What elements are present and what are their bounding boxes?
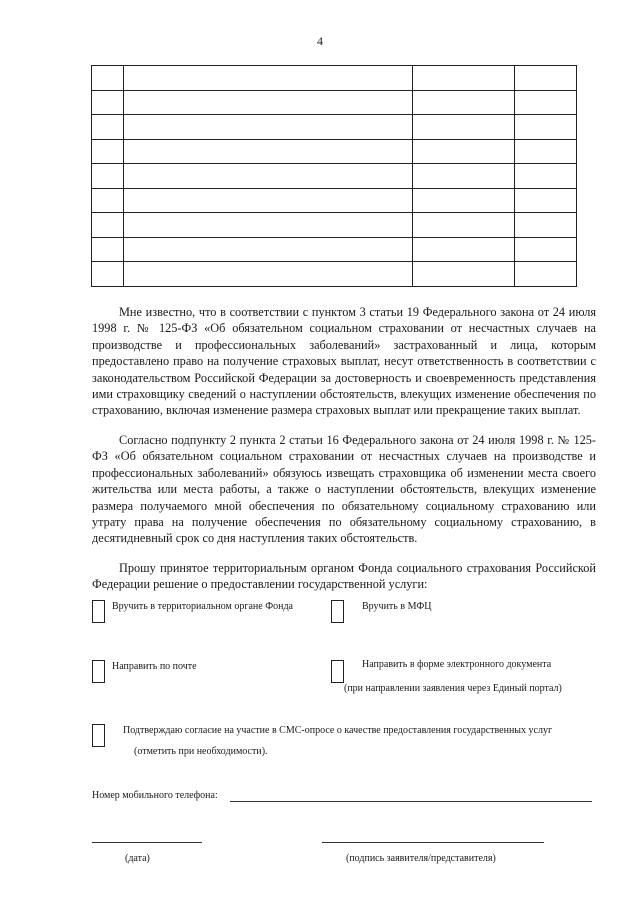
sms-consent-label: Подтверждаю согласие на участие в СМС-опросе о качестве предоставления государственных услуг (123, 725, 553, 736)
table-row (92, 115, 577, 140)
table-cell[interactable] (515, 262, 577, 287)
mail-checkbox[interactable] (92, 660, 105, 683)
table-cell[interactable] (515, 188, 577, 213)
electronic-label: Направить в форме электронного документа (362, 659, 552, 670)
table-cell[interactable] (123, 66, 412, 91)
signature-line[interactable] (322, 842, 544, 843)
table-cell[interactable] (413, 237, 515, 262)
table-cell[interactable] (413, 90, 515, 115)
table-row (92, 66, 577, 91)
table-cell[interactable] (515, 213, 577, 238)
table-row (92, 237, 577, 262)
notification-paragraph: Согласно подпункту 2 пункта 2 статьи 16 Федерального закона от 24 июля 1998 г. № 125-ФЗ «Об обязательном социальном страховании от несчастных случаев на производстве и профессиональных заболеваний» обязуюсь извещать страховщика об изменении места своего жительства или места работы, а также о наступлении обстоятельств, влекущих изменение размера получаемого мной обеспечения по обязательному социальному страхованию или утрату права на получение обеспечения по обязательному социальному страхованию, в десятидневный срок со дня наступления таких обстоятельств. (92, 433, 596, 546)
table-cell[interactable] (123, 188, 412, 213)
mail-label: Направить по почте (112, 661, 197, 672)
table-cell[interactable] (92, 188, 124, 213)
table-cell[interactable] (123, 262, 412, 287)
table-cell[interactable] (515, 90, 577, 115)
electronic-checkbox[interactable] (331, 660, 344, 683)
table-cell[interactable] (92, 213, 124, 238)
table-cell[interactable] (92, 115, 124, 140)
table-row (92, 188, 577, 213)
table-cell[interactable] (413, 188, 515, 213)
table-cell[interactable] (92, 90, 124, 115)
table-cell[interactable] (413, 164, 515, 189)
table-row (92, 213, 577, 238)
signature-caption: (подпись заявителя/представителя) (346, 853, 496, 864)
table-cell[interactable] (123, 90, 412, 115)
liability-paragraph: Мне известно, что в соответствии с пунктом 3 статьи 19 Федерального закона от 24 июля 1998 г. № 125-ФЗ «Об обязательном социальном страховании от несчастных случаев на производстве и профессиональных заболеваний» застрахованный и лица, которым предоставлено право на получение страховых выплат, несут ответственность в соответствии с законодательством Российской Федерации за достоверность и своевременность представления ими страховщику сведений о наступлении обстоятельств, влекущих изменение обеспечения по страхованию, включая изменение размера страховых выплат или прекращение таких выплат. (92, 305, 596, 418)
fund-office-label: Вручить в территориальном органе Фонда (112, 601, 293, 612)
table-cell[interactable] (123, 213, 412, 238)
data-table (91, 65, 577, 287)
table-cell[interactable] (123, 237, 412, 262)
table-cell[interactable] (515, 164, 577, 189)
table-cell[interactable] (515, 115, 577, 140)
table-row (92, 164, 577, 189)
table-cell[interactable] (413, 115, 515, 140)
table-cell[interactable] (123, 164, 412, 189)
sms-consent-checkbox[interactable] (92, 724, 105, 747)
table-cell[interactable] (413, 66, 515, 91)
table-cell[interactable] (123, 115, 412, 140)
sms-consent-note: (отметить при необходимости). (134, 746, 268, 757)
table-cell[interactable] (92, 164, 124, 189)
date-line[interactable] (92, 842, 202, 843)
table-cell[interactable] (413, 262, 515, 287)
fund-office-checkbox[interactable] (92, 600, 105, 623)
table-row (92, 262, 577, 287)
phone-input-line[interactable] (230, 801, 592, 802)
table-cell[interactable] (413, 139, 515, 164)
mfc-label: Вручить в МФЦ (362, 601, 432, 612)
delivery-request-paragraph: Прошу принятое территориальным органом Фонда социального страхования Российской Федерации решение о предоставлении государственной услуги: (92, 561, 596, 592)
table-cell[interactable] (515, 237, 577, 262)
table-cell[interactable] (92, 237, 124, 262)
phone-label: Номер мобильного телефона: (92, 790, 218, 801)
table-cell[interactable] (123, 139, 412, 164)
page-number: 4 (317, 34, 323, 48)
date-caption: (дата) (125, 853, 150, 864)
mfc-checkbox[interactable] (331, 600, 344, 623)
table-row (92, 139, 577, 164)
table-cell[interactable] (515, 66, 577, 91)
table-cell[interactable] (92, 262, 124, 287)
table-cell[interactable] (92, 66, 124, 91)
electronic-note: (при направлении заявления через Единый портал) (344, 683, 562, 694)
table-cell[interactable] (413, 213, 515, 238)
table-row (92, 90, 577, 115)
table-cell[interactable] (515, 139, 577, 164)
table-cell[interactable] (92, 139, 124, 164)
